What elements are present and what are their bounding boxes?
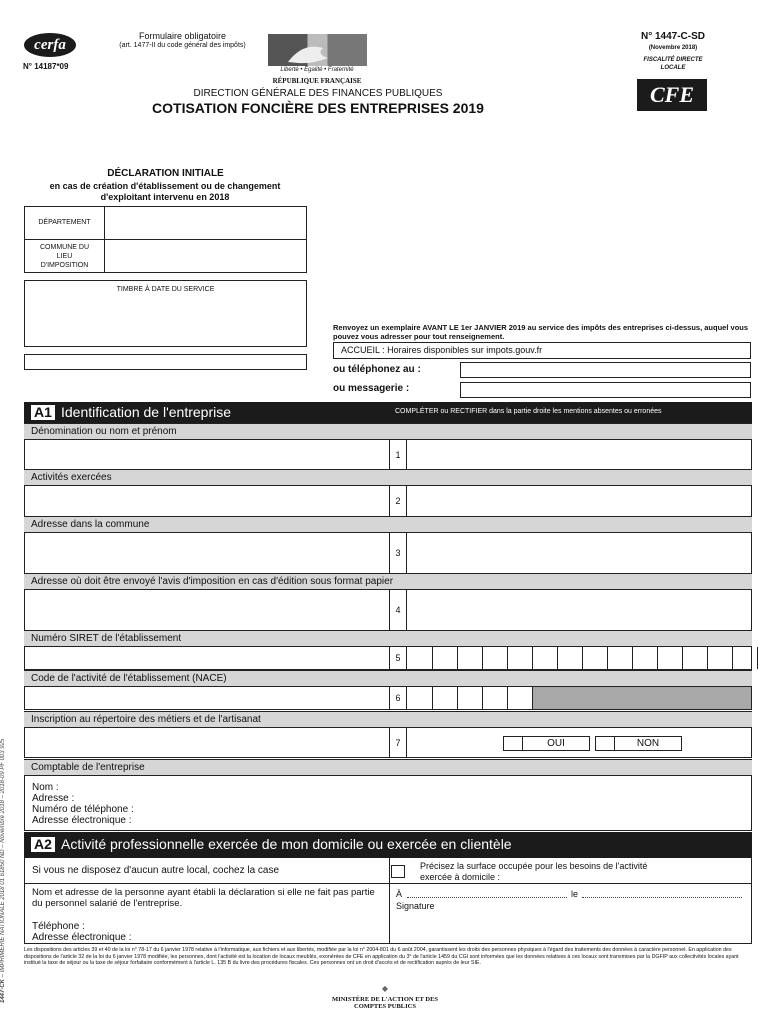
le-label: le	[571, 889, 579, 899]
comptable-adresse: Adresse :	[32, 793, 75, 804]
motto: Liberté • Égalité • Fraternité	[280, 67, 354, 73]
nace-digit[interactable]	[458, 687, 483, 709]
side-code: 1447-CK	[0, 978, 6, 1003]
field-number-4: 4	[389, 590, 407, 630]
repertoire-label: Inscription au répertoire des métiers et de l'artisanat	[24, 711, 752, 728]
person-label: Nom et adresse de la personne ayant établi la déclaration si elle ne fait pas partie du personnel salarié de l'entreprise.	[32, 887, 375, 909]
surface-label: Précisez la surface occupée pour les besoins de l'activité exercée à domicile :	[420, 861, 648, 882]
siret-digit[interactable]	[708, 647, 733, 669]
accueil-box: ACCUEIL : Horaires disponibles sur impots.gouv.fr	[333, 342, 751, 359]
denomination-input[interactable]	[408, 440, 751, 469]
field-number-1: 1	[389, 440, 407, 469]
signature-area[interactable]	[396, 912, 741, 942]
siret-digit[interactable]	[733, 647, 758, 669]
siret-digit[interactable]	[658, 647, 683, 669]
fiscality-label: FISCALITÉ DIRECTE LOCALE	[643, 57, 703, 71]
oui-label: OUI	[522, 736, 590, 751]
no-local-label: Si vous ne disposez d'aucun autre local, cochez la case	[32, 865, 280, 876]
denomination-label: Dénomination ou nom et prénom	[24, 423, 752, 440]
stamp-label: TIMBRE À DATE DU SERVICE	[116, 286, 215, 293]
place-input[interactable]	[407, 897, 567, 898]
nace-digit[interactable]	[433, 687, 458, 709]
cerfa-number: N° 14187*09	[23, 62, 69, 71]
commune-field[interactable]	[105, 240, 306, 272]
mail-label: ou messagerie :	[333, 383, 410, 394]
activites-label: Activités exercées	[24, 469, 752, 486]
adresse-row	[24, 533, 752, 574]
comptable-email: Adresse électronique :	[32, 815, 132, 826]
nace-digit[interactable]	[408, 687, 433, 709]
republic-label: RÉPUBLIQUE FRANÇAISE	[272, 77, 362, 85]
non-checkbox[interactable]	[595, 736, 615, 751]
field-number-7: 7	[389, 728, 407, 757]
cerfa-logo: cerfa	[24, 33, 76, 57]
siret-digit[interactable]	[608, 647, 633, 669]
activites-row	[24, 486, 752, 517]
section-a1-code: A1	[31, 405, 55, 420]
stamp-box	[24, 280, 307, 347]
siret-digit[interactable]	[483, 647, 508, 669]
phone-field[interactable]	[460, 362, 751, 378]
nace-label: Code de l'activité de l'établissement (NACE)	[24, 670, 752, 687]
section-a1-title: Identification de l'entreprise	[61, 404, 231, 420]
field-number-3: 3	[389, 533, 407, 573]
adresse-label: Adresse dans la commune	[24, 516, 752, 533]
siret-digit[interactable]	[458, 647, 483, 669]
location-box	[24, 206, 307, 273]
siret-digit[interactable]	[533, 647, 558, 669]
adresse-avis-label: Adresse où doit être envoyé l'avis d'imposition en cas d'édition sous format papier	[24, 573, 752, 590]
declaration-title: DÉCLARATION INITIALE	[107, 168, 224, 179]
date-input[interactable]	[582, 897, 742, 898]
return-instructions: Renvoyez un exemplaire AVANT LE 1er JANVIER 2019 au service des impôts des entreprises ci-dessus, auquel vous pouvez vous adresser pour tout renseignement.	[333, 323, 749, 341]
section-a1-note: COMPLÉTER ou RECTIFIER dans la partie droite les mentions absentes ou erronées	[395, 408, 662, 415]
side-print-ref	[0, 603, 10, 1003]
adresse-avis-row	[24, 590, 752, 631]
comptable-nom: Nom :	[32, 782, 59, 793]
non-label: NON	[614, 736, 682, 751]
denomination-row	[24, 440, 752, 470]
siret-digit[interactable]	[633, 647, 658, 669]
mandatory-label: Formulaire obligatoire	[138, 31, 227, 41]
a2-phone-label: Téléphone :	[32, 921, 85, 932]
siret-digit[interactable]	[558, 647, 583, 669]
phone-label: ou téléphonez au :	[333, 364, 421, 375]
oui-checkbox[interactable]	[503, 736, 523, 751]
surface-input[interactable]	[665, 861, 745, 881]
marianne-logo	[268, 34, 367, 66]
section-a1-header	[24, 402, 752, 423]
ministry-emblem-icon: ◆	[381, 984, 389, 993]
form-number: N° 1447-C-SD	[640, 31, 706, 42]
direction-label: DIRECTION GÉNÉRALE DES FINANCES PUBLIQUES	[193, 88, 443, 99]
cfe-badge: CFE	[637, 79, 707, 111]
nace-digit[interactable]	[483, 687, 508, 709]
legal-notice: Les dispositions des articles 39 et 40 de la loi n° 78-17 du 6 janvier 1978 relative à l'informatique, aux fichiers et aux libertés, modifiée par la loi n° 2004-801 du 6 août 2004, garantissent les droits des personnes physiques à l'égard des traitements des données à caractère personnel. En application des dispositions de l'article 32 de la loi du 6 janvier 1978 modifiée, les personnes, dont l'activité est la location de locaux meublés, exonérées de CFE en application du 3° de l'article 1459 du CGI sont informées que les données relatives à ces locaux sont transmises par la DGFIP aux collectivités locales ayant institué la taxe de séjour ou la taxe de séjour forfaitaire conformément à l'article L. 135 B du livre des procédures fiscales. Ces personnes ont un droit d'accès et de rectification auprès de leur SIE.	[24, 947, 739, 967]
adresse-avis-input[interactable]	[408, 590, 751, 630]
siret-digit[interactable]	[433, 647, 458, 669]
section-a2-header	[24, 832, 752, 858]
departement-field[interactable]	[105, 207, 306, 239]
a2-email-label: Adresse électronique :	[32, 932, 132, 943]
nace-shaded-area	[533, 687, 751, 709]
a-label: À	[396, 889, 403, 899]
form-date: (Novembre 2018)	[648, 45, 698, 51]
activites-input[interactable]	[408, 486, 751, 516]
article-ref: (art. 1477-II du code général des impôts)	[119, 42, 246, 49]
repertoire-row	[24, 728, 752, 758]
field-number-6: 6	[389, 687, 407, 709]
marianne-icon	[268, 34, 367, 66]
field-number-5: 5	[389, 647, 407, 669]
signature-row	[24, 884, 752, 944]
section-a2-title: Activité professionnelle exercée de mon domicile ou exercée en clientèle	[61, 836, 512, 852]
nace-row	[24, 687, 752, 710]
section-a2-code: A2	[31, 837, 55, 852]
service-field[interactable]	[24, 354, 307, 370]
field-number-2: 2	[389, 486, 407, 516]
departement-label: DÉPARTEMENT	[38, 219, 91, 226]
siret-digit[interactable]	[508, 647, 533, 669]
nace-digit[interactable]	[508, 687, 533, 709]
comptable-telephone: Numéro de téléphone :	[32, 804, 134, 815]
commune-label: COMMUNE DU LIEU D'IMPOSITION	[40, 244, 89, 269]
siret-row	[24, 647, 752, 670]
siret-digit[interactable]	[408, 647, 433, 669]
signature-label: Signature	[396, 901, 435, 911]
no-local-checkbox[interactable]	[391, 865, 405, 878]
mail-field[interactable]	[460, 382, 751, 398]
page-title: COTISATION FONCIÈRE DES ENTREPRISES 2019	[152, 100, 484, 116]
side-text: – IMPRIMERIE NATIONALE 2018 01 61850 ND – Novembre 2018 – 2018-09 PF 003 925	[0, 738, 6, 978]
siret-label: Numéro SIRET de l'établissement	[24, 630, 752, 647]
ministry-label: MINISTÈRE DE L'ACTION ET DES COMPTES PUBLICS	[331, 996, 439, 1010]
siret-digit[interactable]	[683, 647, 708, 669]
adresse-input[interactable]	[408, 533, 751, 573]
declaration-subtitle: en cas de création d'établissement ou de changement d'exploitant intervenu en 2018	[49, 181, 281, 202]
siret-digit[interactable]	[583, 647, 608, 669]
comptable-row[interactable]	[24, 776, 752, 831]
domicile-row	[24, 858, 752, 884]
comptable-label: Comptable de l'entreprise	[24, 759, 752, 776]
